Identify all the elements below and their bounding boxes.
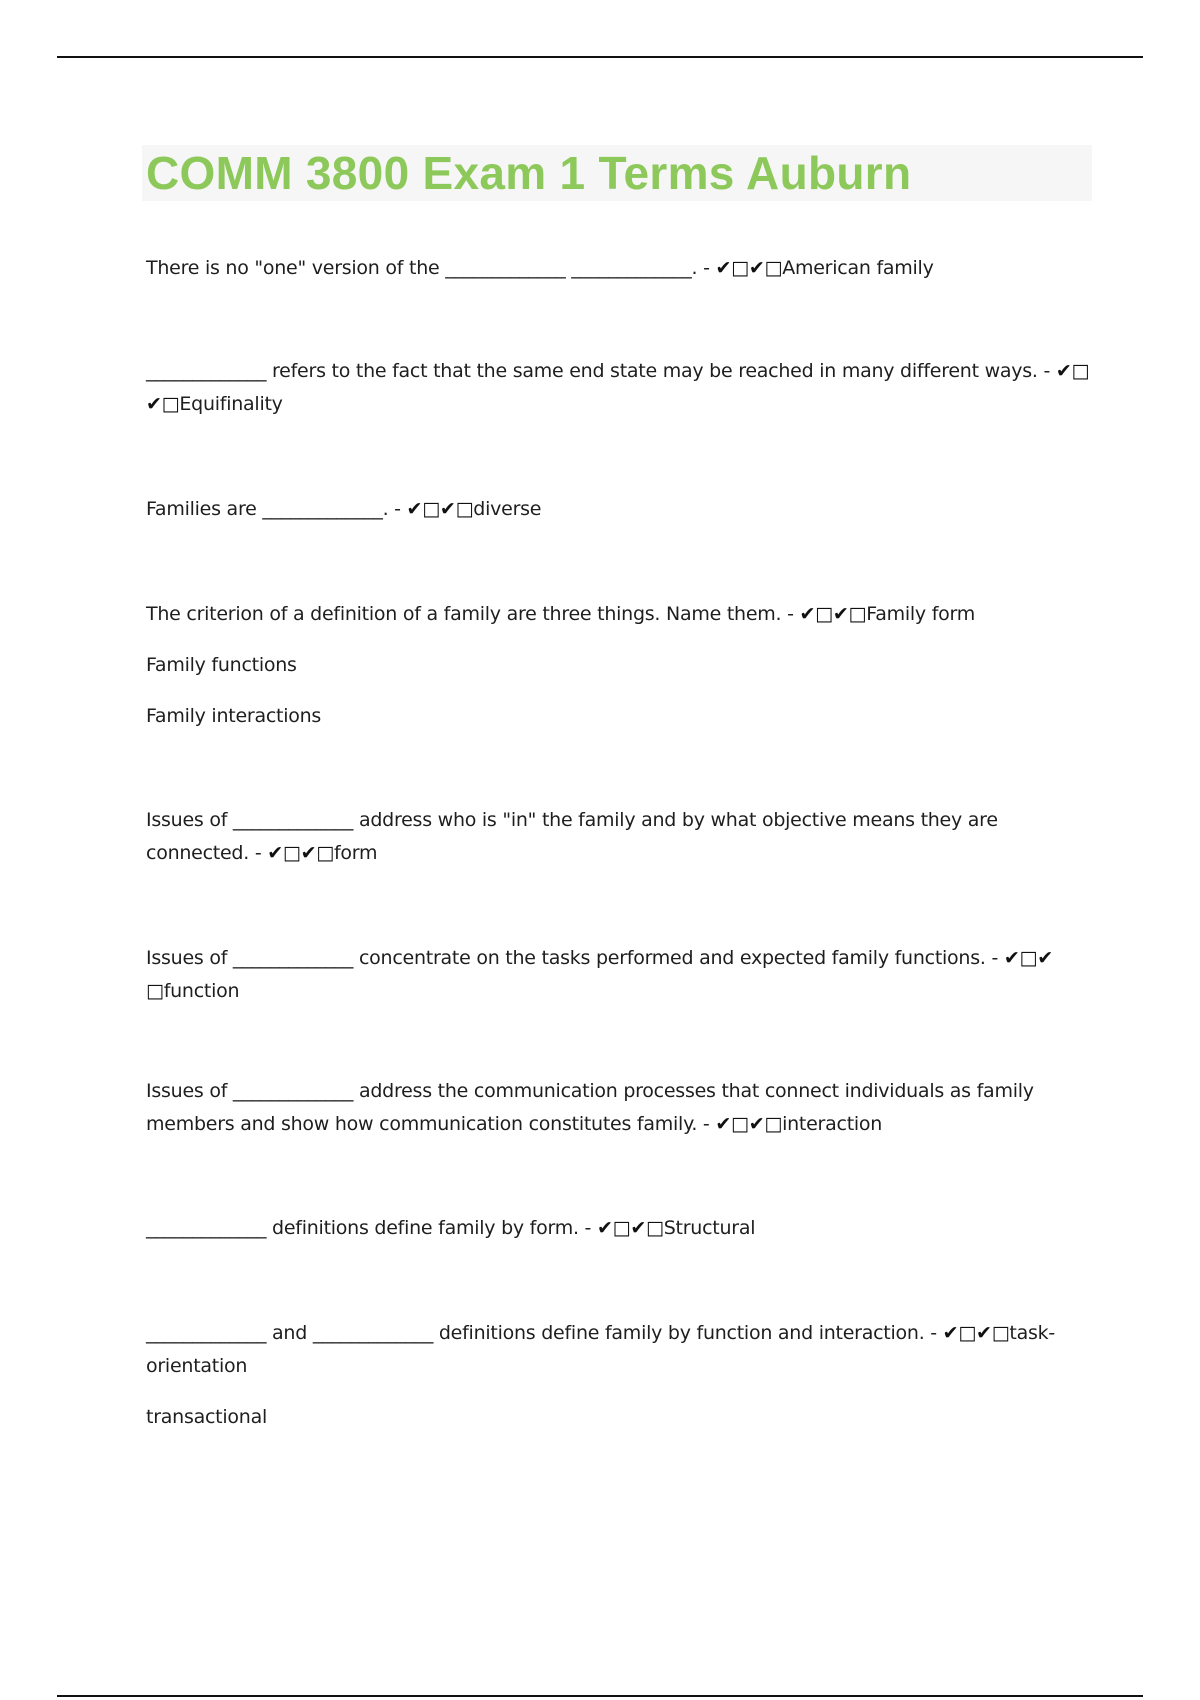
check-marks: ✔□ ✔□ [146, 360, 1090, 415]
bottom-rule [57, 1695, 1143, 1697]
check-marks: ✔□✔□ [799, 603, 867, 625]
check-marks: ✔□✔□ [267, 842, 334, 864]
top-rule [57, 56, 1143, 58]
term-answer: task-orientation [146, 1322, 1056, 1377]
term-item-5 [146, 804, 1096, 870]
check-marks: ✔□✔□ [715, 1113, 783, 1135]
term-item-8 [146, 1212, 1096, 1245]
term-answer: interaction [782, 1113, 883, 1135]
term-item-4 [146, 598, 1096, 733]
term-answer: form [333, 842, 378, 864]
term-answer: function [163, 980, 240, 1002]
term-item-2 [146, 355, 1096, 421]
check-marks: ✔□✔□ [596, 1217, 664, 1239]
term-answer-extra: Family interactions [146, 705, 322, 727]
term-prompt: The criterion of a definition of a family are three things. Name them. - [146, 603, 800, 625]
page-title: COMM 3800 Exam 1 Terms Auburn [146, 147, 912, 199]
term-prompt: Issues of _____________ concentrate on the tasks performed and expected family functions. - [146, 947, 1004, 969]
term-prompt: Issues of _____________ address who is "in" the family and by what objective means they are connected. - [146, 809, 998, 864]
term-answer-extra: Family functions [146, 654, 297, 676]
term-item-6 [146, 942, 1096, 1008]
term-item-9 [146, 1317, 1096, 1434]
term-prompt: Issues of _____________ address the communication processes that connect individuals as family members and show how communication constitutes family. - [146, 1080, 1034, 1135]
term-item-7 [146, 1075, 1096, 1141]
check-marks: ✔□✔ □ [146, 947, 1053, 1002]
check-marks: ✔□✔□ [715, 257, 783, 279]
term-prompt: There is no "one" version of the _____________ _____________. - [146, 257, 716, 279]
check-marks: ✔□✔□ [942, 1322, 1010, 1344]
term-answer-extra: transactional [146, 1406, 268, 1428]
term-item-1 [146, 252, 1096, 285]
term-answer: Family form [866, 603, 975, 625]
term-answer: diverse [473, 498, 542, 520]
term-prompt: Families are _____________. - [146, 498, 407, 520]
term-item-3 [146, 493, 1096, 526]
term-answer: Equifinality [179, 393, 283, 415]
term-answer: Structural [663, 1217, 756, 1239]
term-prompt: _____________ and _____________ definitions define family by function and interaction. - [146, 1322, 943, 1344]
term-prompt: _____________ definitions define family by form. - [146, 1217, 597, 1239]
term-answer: American family [782, 257, 934, 279]
check-marks: ✔□✔□ [406, 498, 474, 520]
term-prompt: _____________ refers to the fact that the same end state may be reached in many different ways. - [146, 360, 1056, 382]
